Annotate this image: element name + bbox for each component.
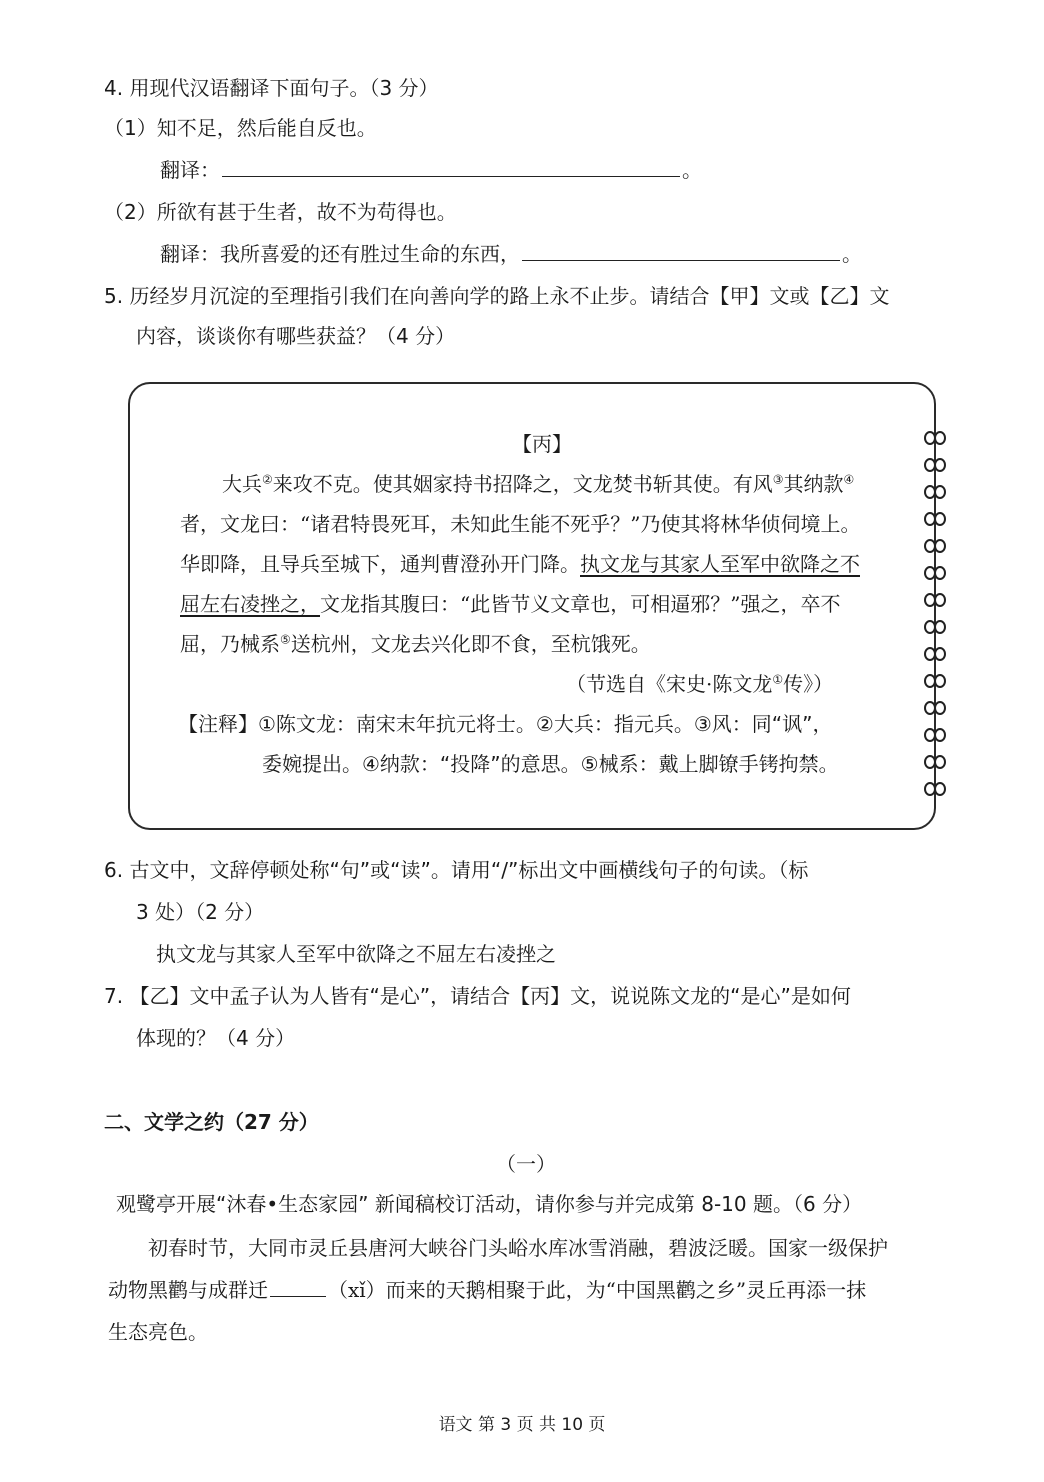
news-para-line-1: 初春时节，大同市灵丘县唐河大峡谷门头峪水库冰雪消融，碧波泛暖。国家一级保护 (148, 1236, 888, 1260)
section-2-intro: 观鹭亭开展“沐春•生态家园” 新闻稿校订活动，请你参与并完成第 8-10 题。（6 分） (116, 1192, 863, 1216)
passage-line-4 (180, 590, 840, 618)
pinyin-blank[interactable] (270, 1278, 326, 1297)
passage-notes-line-1: 【注释】①陈文龙：南宋末年抗元将士。②大兵：指元兵。③风：同“讽”， (178, 712, 833, 736)
passage-line-1 (222, 470, 854, 498)
passage-text: 屈，乃械系 (180, 632, 280, 656)
q4-answer-2-label: 翻译：我所喜爱的还有胜过生命的东西， (160, 242, 520, 266)
q4-sentence-1: （1）知不足，然后能自反也。 (104, 116, 377, 140)
passage-notes-line-2: 委婉提出。④纳款：“投降”的意思。⑤械系：戴上脚镣手铐拘禁。 (262, 752, 839, 776)
note-ref-5: ⑤ (280, 632, 291, 647)
passage-text: 大兵 (222, 472, 262, 496)
note-ref-4: ④ (843, 472, 855, 487)
news-para-line-2 (108, 1276, 866, 1304)
q4-answer-2 (160, 240, 862, 268)
passage-text: 华即降，且导兵至城下，通判曹澄孙开门降。 (180, 552, 580, 576)
q4-answer-2-end: 。 (842, 242, 862, 266)
q5-line-2: 内容，谈谈你有哪些获益？（4 分） (136, 324, 456, 348)
page-footer: 语文 第 3 页 共 10 页 (438, 1415, 606, 1435)
q7-line-2: 体现的？（4 分） (136, 1026, 296, 1050)
passage-text: 送杭州，文龙去兴化即不食，至杭饿死。 (290, 632, 651, 656)
q4-answer-1-blank[interactable] (222, 158, 680, 177)
q4-answer-1-label: 翻译： (160, 158, 220, 182)
q5-line-1: 5. 历经岁月沉淀的至理指引我们在向善向学的路上永不止步。请结合【甲】文或【乙】文 (104, 284, 890, 308)
news-text: 动物黑鹳与成群迁 (108, 1278, 268, 1302)
q7-line-1: 7. 【乙】文中孟子认为人皆有“是心”，请结合【丙】文，说说陈文龙的“是心”是如何 (104, 984, 851, 1008)
source-text: 传》） (783, 672, 834, 696)
section-2-title: 二、文学之约（27 分） (104, 1110, 319, 1134)
spiral-binding-icon (918, 430, 958, 800)
passage-line-3 (180, 550, 860, 578)
note-ref-3: ③ (772, 472, 784, 487)
passage-text: 其纳款 (783, 472, 844, 496)
q6-sentence: 执文龙与其家人至军中欲降之不屈左右凌挫之 (156, 942, 556, 966)
q4-answer-2-blank[interactable] (522, 242, 840, 261)
news-para-line-3: 生态亮色。 (108, 1320, 208, 1344)
section-2-subtitle: （一） (496, 1152, 556, 1176)
note-ref-2: ② (262, 472, 273, 487)
underlined-sentence-part-2: 屈左右凌挫之， (180, 592, 320, 616)
source-text: （节选自《宋史·陈文龙 (566, 672, 773, 696)
passage-line-2: 者，文龙曰：“诸君特畏死耳，未知此生能不死乎？”乃使其将林华侦伺境上。 (180, 512, 861, 536)
passage-title: 【丙】 (512, 432, 572, 456)
passage-text: 来攻不克。使其姻家持书招降之，文龙焚书斩其使。有风 (272, 472, 773, 496)
note-ref-1: ① (772, 672, 784, 687)
q4-sentence-2: （2）所欲有甚于生者，故不为苟得也。 (104, 200, 457, 224)
underlined-sentence-part-1: 执文龙与其家人至军中欲降之不 (580, 552, 860, 576)
q6-line-2: 3 处）（2 分） (136, 900, 265, 924)
news-text: （xǐ）而来的天鹅相聚于此，为“中国黑鹳之乡”灵丘再添一抹 (328, 1278, 867, 1302)
passage-text: 文龙指其腹曰：“此皆节义文章也，可相逼邪？”强之，卒不 (320, 592, 841, 616)
passage-source (566, 670, 833, 698)
q6-line-1: 6. 古文中，文辞停顿处称“句”或“读”。请用“/”标出文中画横线句子的句读。（标 (104, 858, 809, 882)
passage-line-5 (180, 630, 651, 658)
q4-title: 4. 用现代汉语翻译下面句子。（3 分） (104, 76, 439, 100)
q4-answer-1-end: 。 (682, 158, 702, 182)
q4-answer-1 (160, 156, 702, 184)
